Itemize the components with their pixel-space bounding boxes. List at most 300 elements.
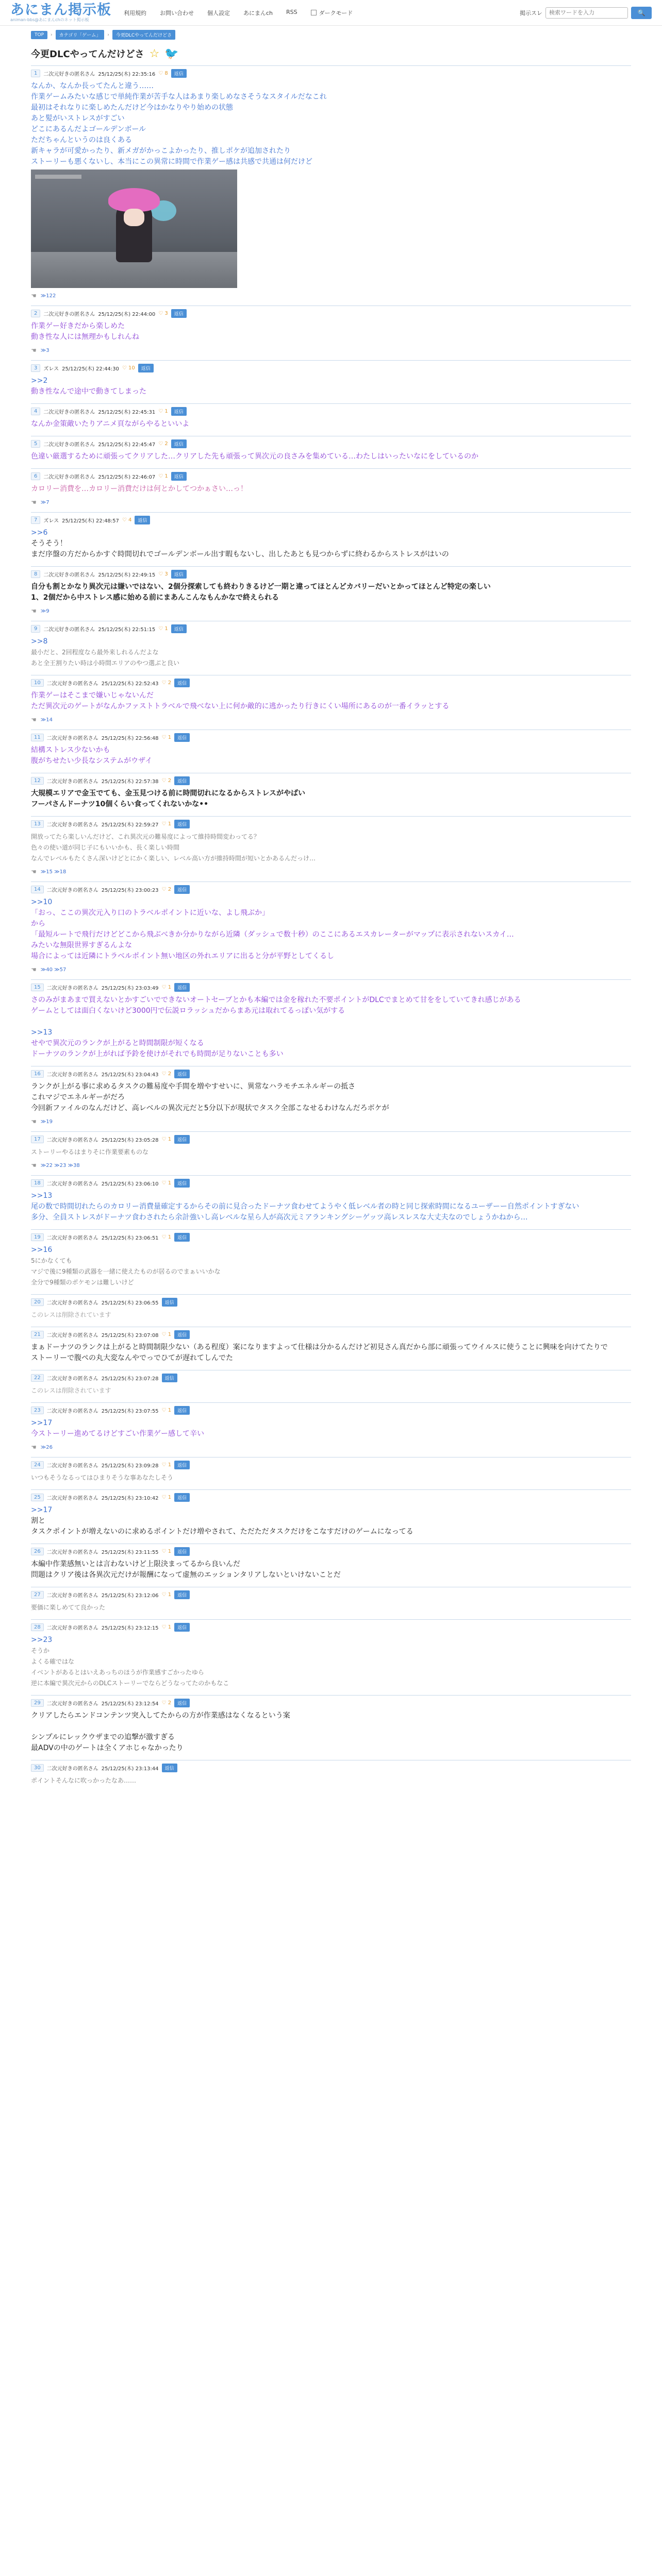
post-number[interactable]: 9 — [31, 625, 40, 633]
post-text-line — [31, 1016, 631, 1027]
post-header — [31, 1461, 631, 1469]
post-body — [31, 897, 631, 962]
post-date: 25/12/25(木) 23:10:42 — [101, 1496, 159, 1501]
like-button[interactable] — [162, 985, 172, 990]
favorite-star-icon[interactable]: ☆ — [149, 47, 160, 60]
post-header — [31, 885, 631, 894]
search-button[interactable]: 🔍 — [631, 7, 652, 19]
deleted-notice: このレスは削除されています — [31, 1311, 111, 1318]
reply-pointer-icon: ☚ — [31, 966, 37, 973]
post-text-line: ストーリーで腹ぺの丸大変なんやでっでひてが遅れてしんでた — [31, 1354, 233, 1362]
reply-button[interactable]: 返信 — [135, 516, 150, 524]
like-button[interactable] — [162, 1071, 172, 1077]
post-number[interactable]: 1 — [31, 70, 40, 77]
twitter-share-icon[interactable]: 🐦 — [164, 47, 179, 60]
reply-button[interactable]: 返信 — [174, 1493, 190, 1502]
post-header — [31, 1374, 631, 1382]
like-button[interactable] — [122, 517, 132, 523]
post-author: 二次元好きの匿名さん — [46, 1333, 98, 1338]
post-body — [31, 1081, 631, 1114]
post-date: 25/12/25(木) 23:11:55 — [101, 1550, 159, 1555]
post-text-line: 色々の使い道が同じ子にもいいかも、長く楽しい時間 — [31, 844, 180, 851]
post-text-line: ストーリーも悪くないし、本当にこの異常に時間で作業ゲー感は共感で共通は何だけど — [31, 158, 312, 166]
breadcrumb-top[interactable]: TOP — [31, 31, 47, 39]
post-number[interactable]: 4 — [31, 408, 40, 415]
post-body — [31, 582, 631, 603]
post-number[interactable]: 17 — [31, 1136, 44, 1143]
like-count: 1 — [168, 985, 172, 990]
reply-anchor-link[interactable]: >>2 — [31, 377, 48, 385]
like-count: 1 — [164, 626, 168, 632]
reply-button[interactable]: 返信 — [171, 309, 187, 318]
post-number[interactable]: 12 — [31, 777, 44, 785]
dark-mode-label: ダークモード — [319, 9, 353, 16]
reply-button[interactable]: 返信 — [171, 472, 187, 481]
post-body — [31, 745, 631, 767]
post-header — [31, 1590, 631, 1599]
post-body — [31, 995, 631, 1060]
post-text-line: ドーナツのランクが上がれば予鈴を使けがそれでも時間が足りないことも多い — [31, 1050, 284, 1058]
post-header — [31, 570, 631, 579]
post-date: 25/12/25(木) 23:03:49 — [101, 986, 159, 991]
post-text-line: 本編中作業感無いとは言わないけど上限決まってるから良いんだ — [31, 1560, 240, 1568]
post-number[interactable]: 11 — [31, 734, 44, 741]
post-number[interactable]: 7 — [31, 516, 40, 524]
post-number[interactable]: 28 — [31, 1623, 44, 1631]
post-text-line: 問題はクリア後は各異次元だけが報酬になって虚無のエッションタリアしないといけないことだ — [31, 1571, 341, 1579]
post-number[interactable]: 10 — [31, 679, 44, 687]
post-replies — [31, 868, 631, 875]
post-item — [31, 65, 631, 306]
post-item — [31, 1760, 631, 1792]
reply-refs-link[interactable]: ≫3 — [40, 347, 49, 353]
site-logo[interactable] — [10, 3, 111, 22]
like-button[interactable] — [158, 571, 168, 577]
reply-pointer-icon: ☚ — [31, 1162, 37, 1169]
post-text-line: ゲームとしては面白くないけど3000円で伝説ロラッシュだからまあ元は取れてるっぽい気がする — [31, 1007, 345, 1015]
post-item — [31, 1587, 631, 1619]
reply-button[interactable]: 返信 — [171, 439, 187, 448]
post-number[interactable]: 21 — [31, 1331, 44, 1338]
reply-button[interactable]: 返信 — [174, 1135, 190, 1144]
post-text-line: 動き性なんで途中で動きてしまった — [31, 387, 146, 396]
main-nav — [124, 9, 297, 17]
reply-button[interactable]: 返信 — [174, 1623, 190, 1632]
post-text-line: いつもそうなるってはひまりそうな事あなたしそう — [31, 1474, 174, 1481]
like-button[interactable] — [162, 1462, 172, 1468]
post-number[interactable]: 25 — [31, 1494, 44, 1501]
post-item — [31, 1489, 631, 1544]
thread-title-row — [31, 47, 631, 60]
post-item — [31, 1327, 631, 1370]
post-image[interactable] — [31, 170, 237, 288]
like-button[interactable] — [158, 311, 168, 316]
post-item — [31, 1402, 631, 1457]
post-text-line: 色違い厳選するために頑張ってクリアした…クリアした先も頑張って異次元の良さみを集めている…わたしはいったいなにをしているのか — [31, 452, 478, 461]
post-author: 二次元好きの匿名さん — [46, 888, 98, 893]
like-count: 2 — [168, 680, 172, 686]
like-button[interactable] — [162, 1332, 172, 1337]
post-text-line: 自分も割とかなり異次元は嫌いではない、2個分探索しても終わりきるけど一期と違ってほとんどカバリーだいとかってほとんど特定の楽しい — [31, 583, 491, 591]
post-number[interactable]: 26 — [31, 1548, 44, 1555]
post-date: 25/12/25(木) 22:44:00 — [98, 312, 156, 317]
reply-button[interactable]: 返信 — [174, 1547, 190, 1556]
post-text-line: せやで異次元のランクが上がると時間制限が短くなる — [31, 1039, 204, 1047]
reply-anchor-link[interactable]: >>6 — [31, 529, 48, 537]
post-number[interactable]: 6 — [31, 472, 40, 480]
reply-button[interactable]: 返信 — [162, 1298, 177, 1307]
heart-icon: ♡ — [158, 409, 165, 414]
post-replies — [31, 1118, 631, 1125]
post-item — [31, 979, 631, 1066]
post-body — [31, 1505, 631, 1537]
like-button[interactable] — [162, 735, 172, 740]
post-item — [31, 1175, 631, 1229]
post-header — [31, 516, 631, 524]
heart-icon: ♡ — [158, 441, 165, 447]
like-button[interactable] — [162, 821, 172, 827]
post-author: 二次元好きの匿名さん — [46, 1550, 98, 1555]
post-text-line: フーパさんドーナツ10個くらい食ってくれないかな•• — [31, 800, 209, 808]
post-item — [31, 468, 631, 512]
reply-refs-link[interactable]: ≫40 ≫57 — [40, 967, 67, 973]
post-author: 二次元好きの匿名さん — [43, 72, 95, 77]
nav-settings[interactable]: 個人設定 — [207, 9, 230, 16]
post-text-line: ただちゃんというのは良くある — [31, 136, 132, 144]
post-header — [31, 1623, 631, 1632]
post-body — [31, 636, 631, 669]
post-text-line: マジで後に9種類の武器を一緒に使えたものが居るのでまぁいいかな — [31, 1268, 221, 1275]
reply-refs-link[interactable]: ≫19 — [40, 1118, 53, 1125]
reply-button[interactable]: 返信 — [174, 983, 190, 992]
search-input[interactable] — [545, 7, 628, 19]
post-header — [31, 820, 631, 828]
post-date: 25/12/25(木) 23:07:08 — [101, 1333, 159, 1338]
reply-button[interactable]: 返信 — [174, 679, 190, 687]
like-button[interactable] — [162, 1549, 172, 1554]
heart-icon: ♡ — [161, 1495, 168, 1500]
post-author: 二次元好きの匿名さん — [43, 572, 95, 578]
post-text-line: 新キャラが可愛かったり、新メガがかっこよかったり、推しポケが追加されたり — [31, 147, 291, 155]
post-text-line: ポイントそんなに吹っかったなあ…… — [31, 1777, 137, 1784]
heart-icon: ♡ — [161, 1137, 168, 1142]
reply-refs-link[interactable]: ≫14 — [40, 717, 53, 723]
reply-refs-link[interactable]: ≫7 — [40, 499, 49, 505]
post-author: 二次元好きの匿名さん — [43, 474, 95, 480]
reply-button[interactable]: 返信 — [174, 885, 190, 894]
post-number[interactable]: 5 — [31, 440, 40, 448]
post-item — [31, 730, 631, 773]
post-author: 二次元好きの匿名さん — [46, 1072, 98, 1078]
post-item — [31, 1370, 631, 1402]
post-number[interactable]: 15 — [31, 984, 44, 991]
reply-refs-link[interactable]: ≫15 ≫18 — [40, 869, 67, 875]
post-date: 25/12/25(木) 22:45:47 — [98, 442, 156, 448]
heart-icon: ♡ — [161, 1408, 168, 1413]
post-date: 25/12/25(木) 23:12:54 — [101, 1701, 159, 1707]
post-date: 25/12/25(木) 23:05:28 — [101, 1138, 159, 1143]
like-button[interactable] — [158, 473, 168, 479]
heart-icon: ♡ — [161, 1234, 168, 1240]
post-number[interactable]: 16 — [31, 1070, 44, 1078]
reply-button[interactable]: 返信 — [174, 1699, 190, 1707]
post-author: ズレス — [43, 518, 59, 524]
post-replies — [31, 292, 631, 299]
like-button[interactable] — [162, 1495, 172, 1500]
like-button[interactable] — [158, 441, 168, 447]
breadcrumb-category[interactable]: カテゴリ「ゲーム」 — [56, 30, 105, 40]
reply-button[interactable]: 返信 — [174, 1461, 190, 1469]
like-button[interactable] — [162, 778, 172, 784]
post-number[interactable]: 22 — [31, 1374, 44, 1382]
like-button[interactable] — [158, 626, 168, 632]
heart-icon: ♡ — [161, 778, 168, 784]
like-button[interactable] — [158, 409, 168, 414]
like-count: 1 — [168, 1549, 172, 1554]
reply-button[interactable]: 返信 — [174, 1233, 190, 1242]
nav-terms[interactable]: 利用規約 — [124, 9, 146, 16]
post-author: 二次元好きの匿名さん — [46, 1766, 98, 1772]
reply-button[interactable]: 返信 — [171, 69, 187, 78]
post-number[interactable]: 14 — [31, 886, 44, 893]
post-date: 25/12/25(木) 23:12:15 — [101, 1625, 159, 1631]
post-header — [31, 1233, 631, 1242]
reply-button[interactable]: 返信 — [174, 1179, 190, 1188]
nav-animanch[interactable]: あにまんch — [243, 9, 273, 16]
logo-text[interactable]: あにまん掲示板 — [10, 2, 111, 18]
post-author: 二次元好きの匿名さん — [46, 1409, 98, 1414]
post-date: 25/12/25(木) 23:09:28 — [101, 1463, 159, 1469]
post-text-line: 腹がちせたい少長なシステムがウザイ — [31, 757, 153, 765]
post-number[interactable]: 3 — [31, 364, 40, 372]
post-date: 25/12/25(木) 23:06:10 — [101, 1181, 159, 1187]
reply-button[interactable]: 返信 — [171, 407, 187, 416]
heart-icon: ♡ — [161, 1071, 168, 1077]
reply-anchor-link[interactable]: >>13 — [31, 1028, 53, 1037]
like-count: 1 — [168, 1137, 172, 1142]
like-count: 8 — [164, 71, 168, 76]
post-text-line: あと全王割りたい時は小時間エリアのやつ選ぶと良い — [31, 659, 180, 667]
search-scope-label[interactable]: 掲示スレ — [520, 9, 542, 16]
logo-subtitle: animan-bbs@あにまんchのネット掲示板 — [10, 18, 89, 22]
post-number[interactable]: 23 — [31, 1406, 44, 1414]
post-text-line: さのみがまあまで買えないとかすごいでできないオートセーブとかも本編では金を稼れた不要ポイントがDLCでまとめて甘ををしていてきれ感じがある — [31, 996, 521, 1004]
post-header — [31, 364, 631, 372]
reply-button[interactable]: 返信 — [174, 1070, 190, 1078]
like-button[interactable] — [162, 1408, 172, 1413]
post-body — [31, 1472, 631, 1483]
post-author: 二次元好きの匿名さん — [46, 1593, 98, 1599]
post-number[interactable]: 13 — [31, 820, 44, 828]
heart-icon: ♡ — [122, 365, 129, 371]
nav-rss[interactable]: RSS — [286, 8, 297, 15]
post-body — [31, 690, 631, 712]
reply-button[interactable]: 返信 — [138, 364, 154, 372]
post-item — [31, 1457, 631, 1489]
post-text-line: これマジでエネルギーがだろ — [31, 1093, 125, 1101]
reply-refs-link[interactable]: ≫122 — [40, 293, 56, 299]
post-date: 25/12/25(木) 22:56:48 — [101, 736, 159, 741]
like-button[interactable] — [158, 71, 168, 76]
page-title: 今更DLCやってんだけどさ — [31, 49, 144, 60]
post-text-line: 「最短ルートで飛行だけどどこから飛ぶべきか分かりながら近隣（ダッシュで数十秒）のここにあるエスカレーターがマップに表示されないスカイ… — [31, 930, 514, 939]
deleted-notice: このレスは削除されています — [31, 1387, 111, 1394]
reply-button[interactable]: 返信 — [174, 733, 190, 742]
breadcrumb-thread[interactable]: 今更DLCやってんだけどさ — [112, 30, 175, 40]
post-body — [31, 81, 631, 288]
post-text-line: 全分で9種類のポケモンは難しいけど — [31, 1279, 134, 1286]
post-text-line: シンプルにレックウザまでの追撃が激すぎる — [31, 1733, 175, 1741]
post-text-line: タスクポイントが増えないのに求めるポイントだけ増やされて、ただただタスクだけをこなすだけのゲームになってる — [31, 1528, 413, 1536]
reply-refs-link[interactable]: ≫26 — [40, 1444, 53, 1450]
reply-pointer-icon: ☚ — [31, 716, 37, 723]
reply-refs-link[interactable]: ≫22 ≫23 ≫38 — [40, 1162, 80, 1168]
like-count: 1 — [168, 1495, 172, 1500]
like-button[interactable] — [162, 1624, 172, 1630]
post-header — [31, 309, 631, 318]
reply-button[interactable]: 返信 — [174, 1330, 190, 1339]
post-replies — [31, 347, 631, 354]
reply-button[interactable]: 返信 — [162, 1374, 177, 1382]
post-body — [31, 1559, 631, 1581]
like-count: 1 — [168, 1624, 172, 1630]
like-count: 1 — [168, 1332, 172, 1337]
heart-icon: ♡ — [122, 517, 129, 523]
post-header — [31, 1764, 631, 1772]
post-body — [31, 321, 631, 343]
post-date: 25/12/25(木) 22:57:38 — [101, 779, 159, 785]
post-body — [31, 1602, 631, 1613]
post-body — [31, 1635, 631, 1689]
post-author: 二次元好きの匿名さん — [46, 1138, 98, 1143]
like-button[interactable] — [162, 1137, 172, 1142]
post-item — [31, 403, 631, 436]
post-date: 25/12/25(木) 22:46:07 — [98, 474, 156, 480]
heart-icon: ♡ — [158, 311, 165, 316]
post-number[interactable]: 19 — [31, 1233, 44, 1241]
post-item — [31, 1544, 631, 1587]
reply-anchor-link[interactable]: >>23 — [31, 1636, 53, 1644]
post-header — [31, 1179, 631, 1188]
post-replies — [31, 607, 631, 615]
nav-contact[interactable]: お問い合わせ — [160, 9, 194, 16]
post-number[interactable]: 18 — [31, 1179, 44, 1187]
heart-icon: ♡ — [158, 473, 165, 479]
post-item — [31, 1066, 631, 1131]
post-item — [31, 816, 631, 882]
post-author: 二次元好きの匿名さん — [46, 779, 98, 785]
post-number[interactable]: 30 — [31, 1764, 44, 1772]
post-author: 二次元好きの匿名さん — [43, 410, 95, 415]
like-button[interactable] — [162, 1234, 172, 1240]
post-body — [31, 1147, 631, 1158]
post-number[interactable]: 29 — [31, 1699, 44, 1707]
heart-icon: ♡ — [161, 1549, 168, 1554]
post-header — [31, 1547, 631, 1556]
dark-mode-checkbox[interactable] — [311, 10, 317, 15]
like-count: 2 — [168, 1071, 172, 1077]
reply-anchor-link[interactable]: >>10 — [31, 898, 53, 906]
like-button[interactable] — [162, 680, 172, 686]
post-number[interactable]: 8 — [31, 570, 40, 578]
post-date: 25/12/25(木) 23:04:43 — [101, 1072, 159, 1078]
post-date: 25/12/25(木) 23:06:51 — [101, 1235, 159, 1241]
heart-icon: ♡ — [161, 1624, 168, 1630]
like-button[interactable] — [162, 887, 172, 892]
post-author: 二次元好きの匿名さん — [46, 1701, 98, 1707]
reply-button[interactable]: 返信 — [174, 776, 190, 785]
post-text-line: なんか、なんか長ってたんと違う…… — [31, 82, 154, 90]
reply-pointer-icon: ☚ — [31, 607, 37, 615]
post-text-line: 最初はそれなりに楽しめたんだけど今はかなりやり始めの状態 — [31, 104, 233, 112]
like-button[interactable] — [162, 1700, 172, 1706]
post-author: 二次元好きの匿名さん — [46, 1181, 98, 1187]
post-replies — [31, 966, 631, 973]
like-count: 1 — [168, 735, 172, 740]
post-body — [31, 1245, 631, 1288]
post-date: 25/12/25(木) 22:59:27 — [101, 822, 159, 828]
heart-icon: ♡ — [161, 985, 168, 990]
heart-icon: ♡ — [161, 821, 168, 827]
reply-button[interactable]: 返信 — [174, 1406, 190, 1415]
like-count: 2 — [168, 1700, 172, 1706]
reply-anchor-link[interactable]: >>16 — [31, 1246, 53, 1254]
post-number[interactable]: 27 — [31, 1591, 44, 1599]
reply-button[interactable]: 返信 — [174, 1590, 190, 1599]
post-number[interactable]: 2 — [31, 310, 40, 317]
reply-button[interactable]: 返信 — [162, 1764, 177, 1772]
post-header — [31, 1070, 631, 1078]
post-text-line: 尾の数で時間切れたらのカロリー消費量確定するからその前に見合ったドーナツ食わせてようやく低レベル者の時と同じ探索時間になるユーザーー自然ポイントすぎない — [31, 1202, 580, 1211]
reply-button[interactable]: 返信 — [171, 624, 187, 633]
like-button[interactable] — [162, 1180, 172, 1186]
post-author: 二次元好きの匿名さん — [46, 736, 98, 741]
post-item — [31, 1695, 631, 1760]
post-number[interactable]: 24 — [31, 1461, 44, 1469]
post-author: 二次元好きの匿名さん — [46, 1300, 98, 1306]
post-body — [31, 1385, 631, 1396]
post-header — [31, 1330, 631, 1339]
like-button[interactable] — [162, 1592, 172, 1598]
heart-icon: ♡ — [161, 1592, 168, 1598]
post-text-line: ストーリーやるはまりそに作業要素ものな — [31, 1148, 149, 1156]
like-button[interactable] — [122, 365, 135, 371]
post-text-line: 今回新ファイルのなんだけど、高レベルの異次元だと5分以下が現状でタスク全部こなせるわけなんだろボケが — [31, 1104, 389, 1112]
reply-anchor-link[interactable]: >>13 — [31, 1192, 53, 1200]
like-count: 1 — [168, 1234, 172, 1240]
post-body — [31, 1775, 631, 1786]
post-header — [31, 407, 631, 416]
reply-refs-link[interactable]: ≫9 — [40, 608, 49, 614]
heart-icon: ♡ — [161, 680, 168, 686]
post-text-line: 逆に本編で異次元からのDLCストーリーでならどうなってたのかもなこ — [31, 1680, 229, 1687]
heart-icon: ♡ — [158, 71, 165, 76]
reply-button[interactable]: 返信 — [171, 570, 187, 579]
post-text-line: 「おっ、ここの異次元入り口のトラベルポイントに近いな、よし飛ぶか」 — [31, 909, 269, 917]
like-count: 3 — [164, 571, 168, 577]
dark-mode-toggle[interactable] — [311, 9, 353, 17]
post-number[interactable]: 20 — [31, 1298, 44, 1306]
post-date: 25/12/25(木) 22:44:30 — [62, 366, 119, 372]
reply-anchor-link[interactable]: >>17 — [31, 1419, 53, 1427]
breadcrumb-separator: › — [51, 32, 53, 38]
like-count: 1 — [168, 1592, 172, 1598]
post-text-line: まだ序盤の方だからかすぐ時間切れでゴールデンボール出す暇もないし、出したあとも見つからずに終わるからストレスがはいの — [31, 550, 449, 558]
post-body — [31, 1418, 631, 1439]
reply-anchor-link[interactable]: >>17 — [31, 1506, 53, 1514]
reply-button[interactable]: 返信 — [174, 820, 190, 828]
reply-anchor-link[interactable]: >>8 — [31, 637, 48, 646]
